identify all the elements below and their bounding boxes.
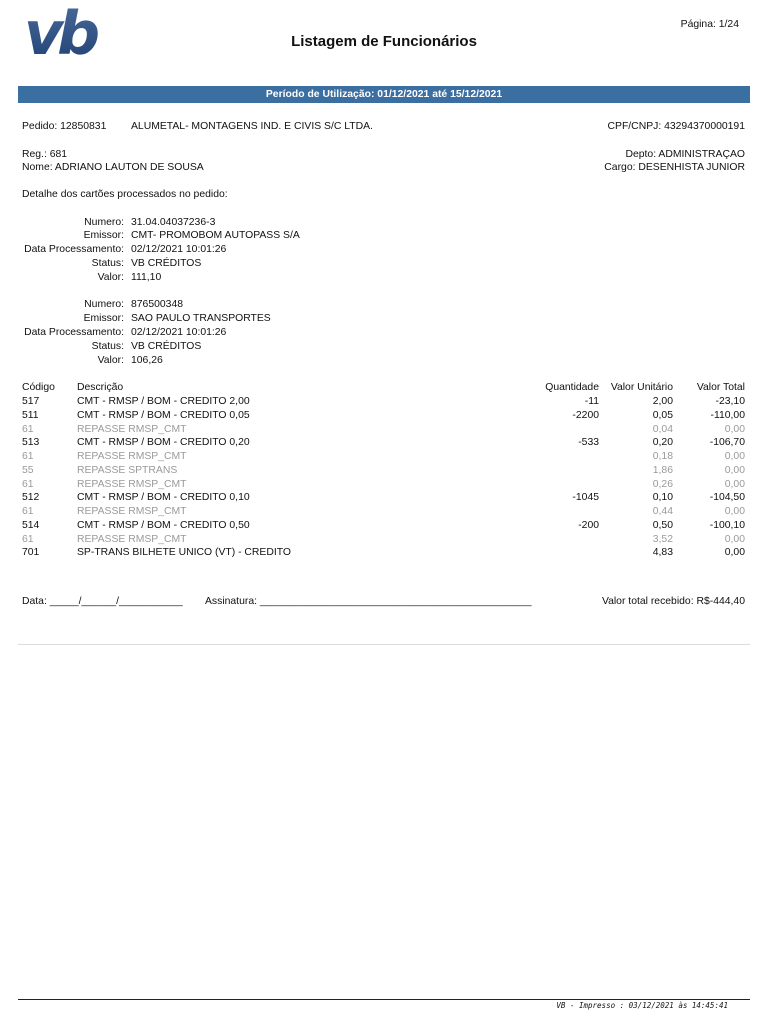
emissor-label: Emissor: — [83, 230, 124, 241]
cell-valor-unitario: 3,52 — [652, 533, 673, 545]
data-label: Data Processamento: — [24, 244, 124, 255]
cell-valor-unitario: 2,00 — [652, 396, 673, 407]
cell-descricao: CMT - RMSP / BOM - CREDITO 2,00 — [77, 396, 250, 407]
cell-valor-total: 0,00 — [724, 547, 745, 559]
numero-label: Numero: — [84, 299, 124, 310]
cell-valor-total: -104,50 — [709, 492, 745, 504]
cell-descricao: REPASSE RMSP_CMT — [77, 533, 187, 545]
cell-descricao: CMT - RMSP / BOM - CREDITO 0,05 — [77, 409, 250, 421]
cell-codigo: 517 — [22, 396, 40, 407]
cargo: Cargo: DESENHISTA JUNIOR — [604, 162, 745, 173]
cell-codigo: 55 — [22, 464, 34, 476]
card-data: 02/12/2021 10:01:26 — [131, 244, 227, 255]
card-emissor: CMT- PROMOBOM AUTOPASS S/A — [131, 230, 300, 241]
col-header-codigo: Código — [22, 382, 55, 393]
cell-valor-total: -100,10 — [709, 519, 745, 531]
cell-valor-unitario: 0,44 — [652, 506, 673, 517]
cell-descricao: REPASSE RMSP_CMT — [77, 478, 187, 490]
cell-codigo: 61 — [22, 451, 34, 462]
valor-label: Valor: — [97, 272, 124, 283]
cell-valor-total: 0,00 — [724, 506, 745, 517]
cell-quantidade: -1045 — [572, 492, 599, 504]
cell-descricao: REPASSE SPTRANS — [77, 464, 178, 476]
cell-codigo: 511 — [22, 409, 39, 421]
divider — [18, 644, 750, 645]
card-valor: 106,26 — [131, 355, 163, 366]
cell-valor-unitario: 1,86 — [652, 464, 673, 476]
detalhe-heading: Detalhe dos cartões processados no pedido: — [22, 189, 228, 200]
cell-descricao: CMT - RMSP / BOM - CREDITO 0,20 — [77, 437, 250, 449]
cell-valor-total: -23,10 — [715, 396, 745, 407]
cell-valor-total: 0,00 — [724, 464, 745, 476]
card-status: VB CRÉDITOS — [131, 258, 202, 269]
cell-valor-unitario: 4,83 — [652, 547, 673, 559]
card-status: VB CRÉDITOS — [131, 341, 202, 352]
assinatura-field: Assinatura: _______________________________________________ — [205, 596, 532, 607]
logo-text: vb — [24, 2, 95, 58]
empresa-name: ALUMETAL- MONTAGENS IND. E CIVIS S/C LTDA. — [131, 121, 373, 132]
cell-quantidade: -200 — [578, 519, 599, 531]
cell-quantidade: -533 — [578, 437, 599, 449]
print-timestamp: VB - Impresso : 03/12/2021 às 14:45:41 — [556, 1001, 728, 1010]
cell-descricao: CMT - RMSP / BOM - CREDITO 0,50 — [77, 519, 250, 531]
col-header-descricao: Descrição — [77, 382, 124, 393]
data-signature-field: Data: _____/______/___________ — [22, 596, 183, 607]
cell-valor-unitario: 0,26 — [652, 478, 673, 490]
page-number: Página: 1/24 — [680, 19, 739, 30]
depto: Depto: ADMINISTRAÇAO — [625, 149, 745, 160]
cell-descricao: REPASSE RMSP_CMT — [77, 451, 187, 462]
card-valor: 111,10 — [131, 272, 162, 283]
pedido-number: Pedido: 12850831 — [22, 121, 107, 132]
cell-codigo: 701 — [22, 547, 40, 559]
footer-divider — [18, 999, 750, 1000]
periodo-banner: Período de Utilização: 01/12/2021 até 15/12/2021 — [18, 86, 750, 103]
cell-codigo: 514 — [22, 519, 40, 531]
cell-valor-total: -106,70 — [709, 437, 745, 449]
cell-descricao: CMT - RMSP / BOM - CREDITO 0,10 — [77, 492, 250, 504]
cell-codigo: 61 — [22, 533, 34, 545]
emissor-label: Emissor: — [83, 313, 124, 324]
cell-valor-unitario: 0,10 — [652, 492, 673, 504]
cell-descricao: REPASSE RMSP_CMT — [77, 506, 187, 517]
cell-codigo: 61 — [22, 506, 34, 517]
cell-valor-unitario: 0,04 — [652, 423, 673, 435]
cell-valor-total: 0,00 — [724, 533, 745, 545]
status-label: Status: — [91, 341, 124, 352]
col-header-valor-total: Valor Total — [696, 382, 745, 393]
cell-quantidade: -11 — [584, 396, 599, 407]
valor-total-recebido: Valor total recebido: R$-444,40 — [601, 596, 745, 607]
cell-codigo: 61 — [22, 423, 34, 435]
cell-valor-unitario: 0,18 — [652, 451, 673, 462]
cell-valor-unitario: 0,50 — [652, 519, 673, 531]
cell-codigo: 513 — [22, 437, 40, 449]
card-data: 02/12/2021 10:01:26 — [131, 327, 227, 338]
data-label: Data Processamento: — [24, 327, 124, 338]
cell-codigo: 61 — [22, 478, 34, 490]
card-emissor: SAO PAULO TRANSPORTES — [131, 313, 271, 324]
cell-descricao: REPASSE RMSP_CMT — [77, 423, 187, 435]
page-title: Listagem de Funcionários — [291, 33, 477, 50]
cell-valor-unitario: 0,20 — [652, 437, 673, 449]
col-header-valor-unitario: Valor Unitário — [610, 382, 673, 393]
cell-valor-total: 0,00 — [724, 451, 745, 462]
cell-descricao: SP-TRANS BILHETE UNICO (VT) - CREDITO — [77, 547, 291, 559]
card-numero: 31.04.04037236-3 — [131, 217, 216, 228]
cpf-cnpj: CPF/CNPJ: 43294370000191 — [607, 121, 745, 132]
cell-valor-total: -110,00 — [710, 409, 745, 421]
cell-valor-total: 0,00 — [724, 478, 745, 490]
employee-name: Nome: ADRIANO LAUTON DE SOUSA — [22, 162, 204, 173]
cell-codigo: 512 — [22, 492, 40, 504]
valor-label: Valor: — [97, 355, 124, 366]
status-label: Status: — [91, 258, 124, 269]
card-numero: 876500348 — [131, 299, 184, 310]
cell-valor-total: 0,00 — [724, 423, 745, 435]
numero-label: Numero: — [84, 217, 124, 228]
cell-valor-unitario: 0,05 — [652, 409, 673, 421]
reg-number: Reg.: 681 — [22, 149, 68, 160]
cell-quantidade: -2200 — [572, 409, 599, 421]
col-header-quantidade: Quantidade — [545, 382, 599, 393]
